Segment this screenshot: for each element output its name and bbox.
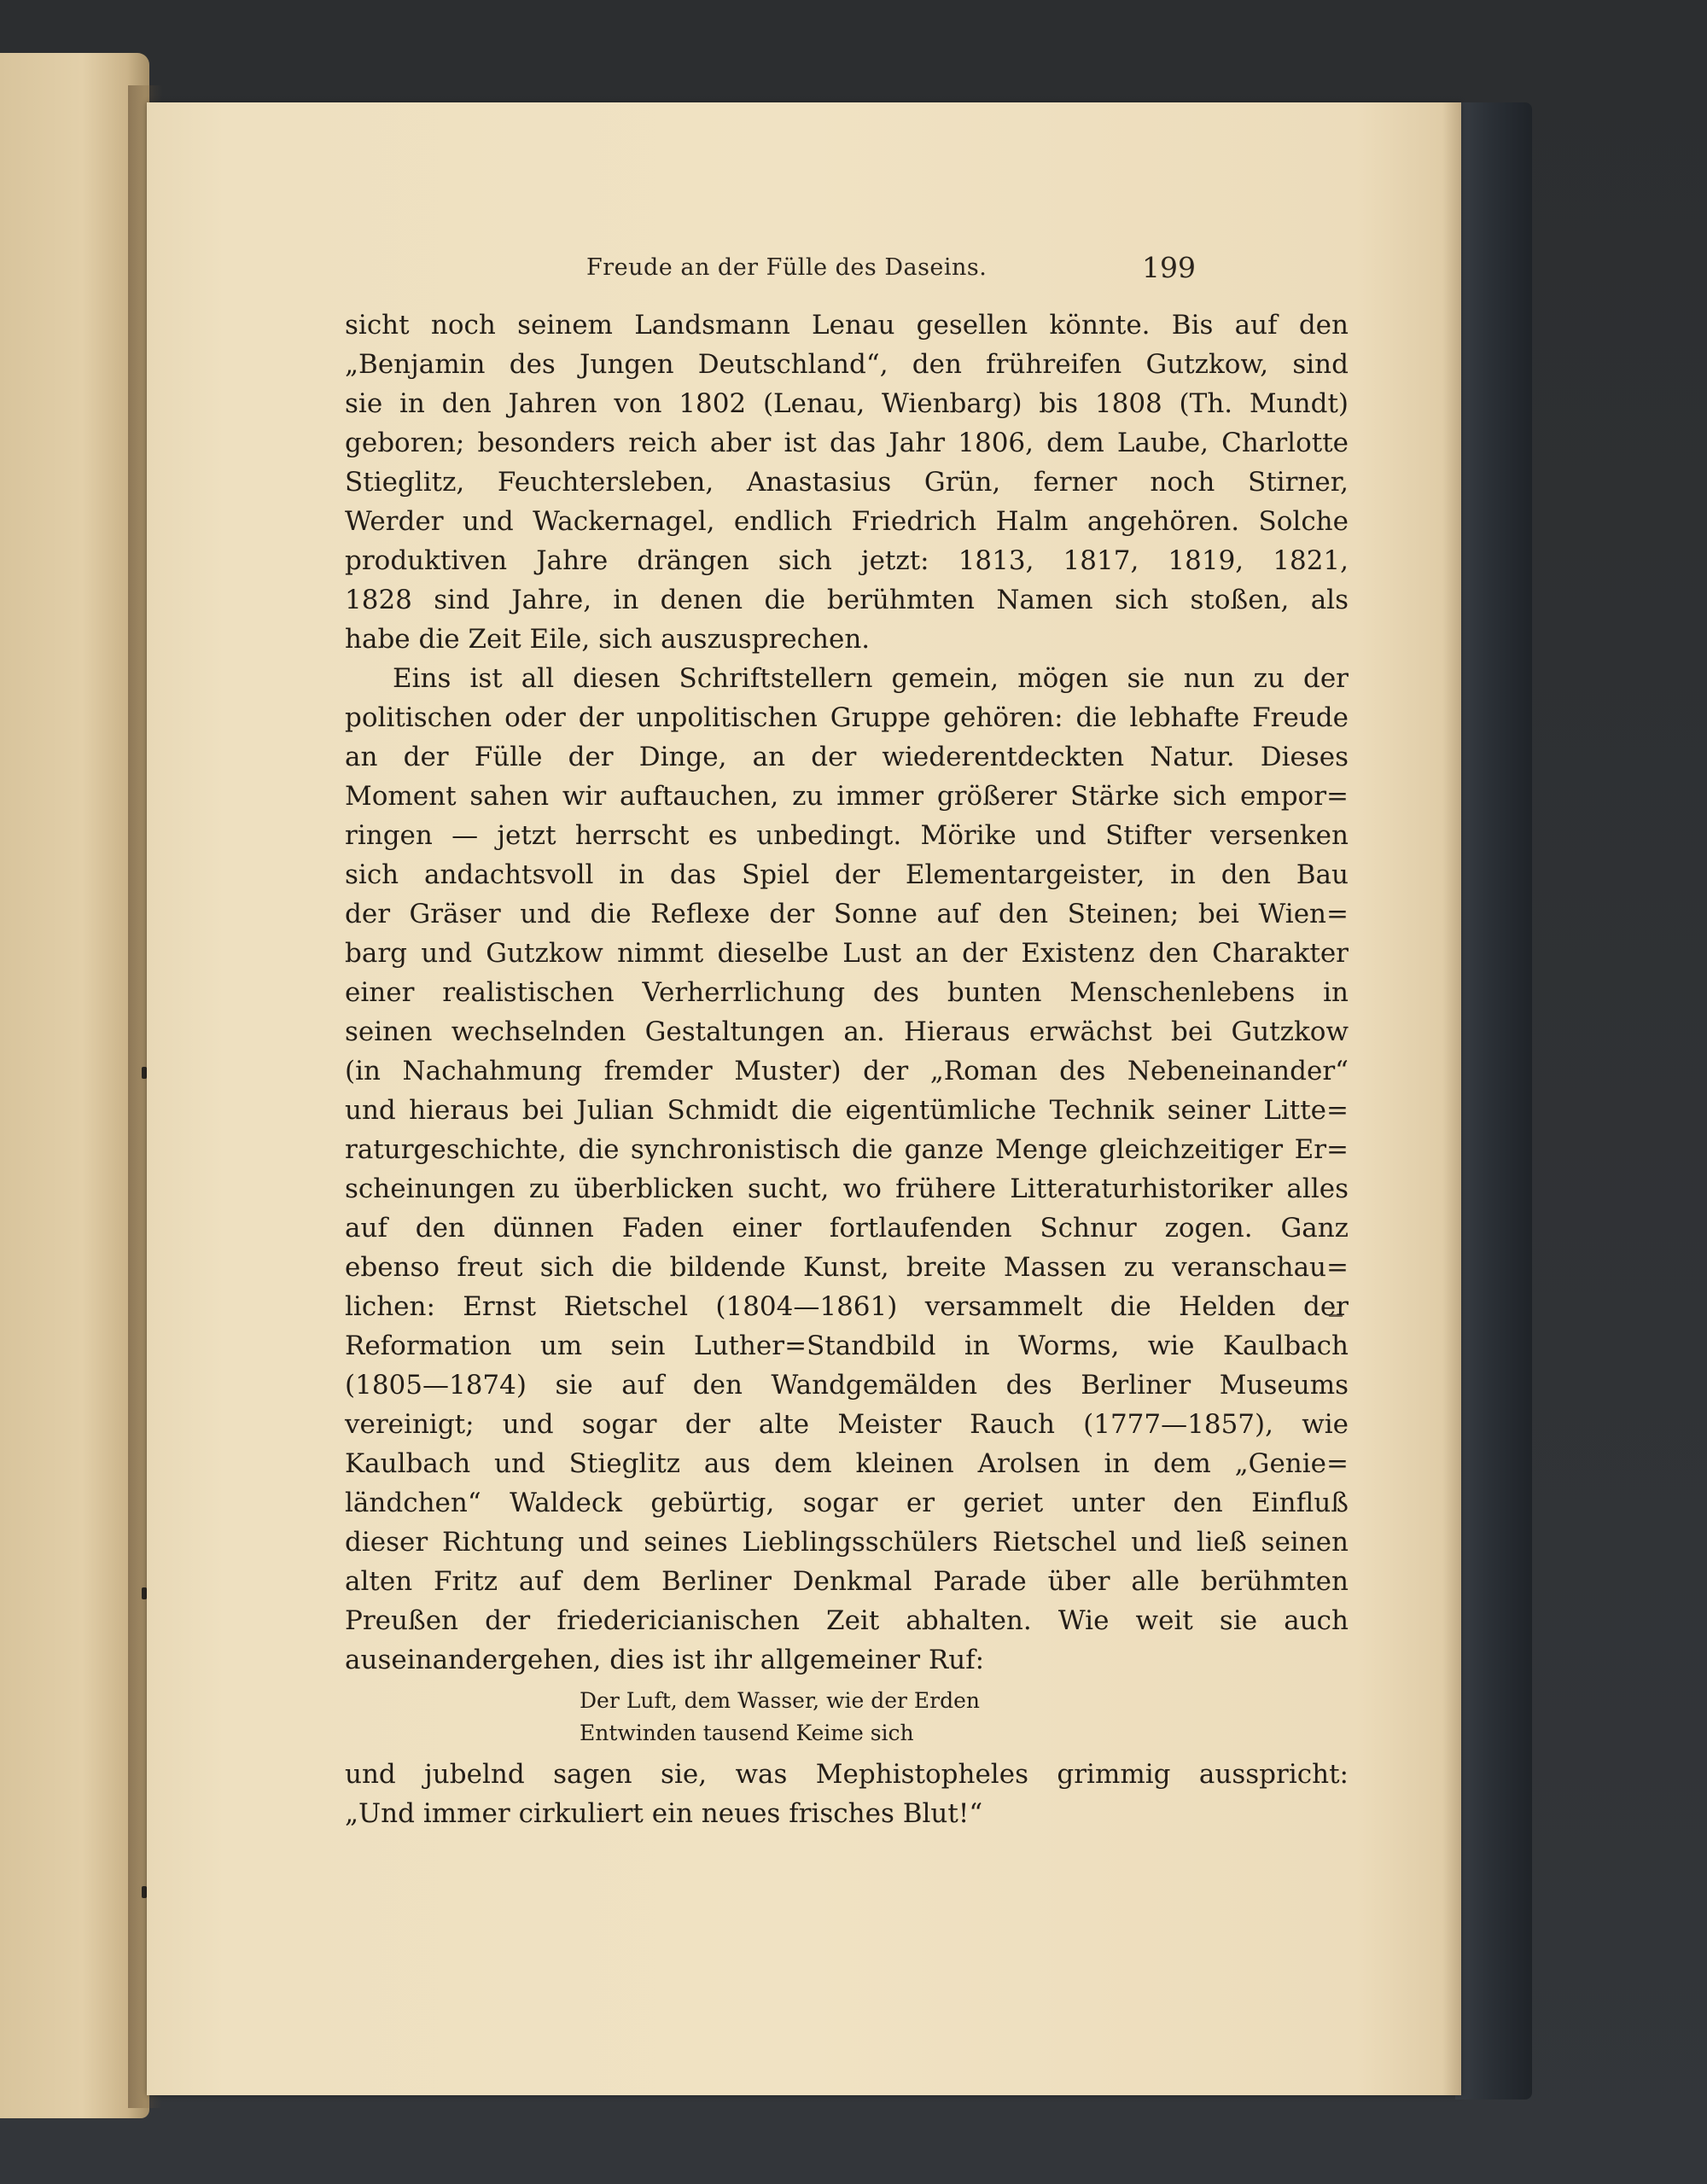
text-line: alten Fritz auf dem Berliner Denkmal Parade über alle berühmten [345, 1566, 1349, 1597]
page-number: 199 [1142, 251, 1196, 284]
text-line: dieser Richtung und seines Lieblingsschülers Rietschel und ließ seinen [345, 1527, 1349, 1558]
text-line: raturgeschichte, die synchronistisch die ganze Menge gleichzeitiger Er= [345, 1134, 1349, 1165]
verse-line: Entwinden tausend Keime sich [580, 1721, 914, 1745]
text-line: barg und Gutzkow nimmt dieselbe Lust an der Existenz den Charakter [345, 938, 1349, 969]
text-line: und jubelnd sagen sie, was Mephistopheles grimmig ausspricht: [345, 1759, 1349, 1790]
text-line: Eins ist all diesen Schriftstellern gemein, mögen sie nun zu der [393, 663, 1349, 694]
text-line: seinen wechselnden Gestaltungen an. Hieraus erwächst bei Gutzkow [345, 1016, 1349, 1047]
text-line: politischen oder der unpolitischen Gruppe gehören: die lebhafte Freude [345, 702, 1349, 733]
text-line: Kaulbach und Stieglitz aus dem kleinen Arolsen in dem „Genie= [345, 1448, 1349, 1479]
text-line: „Benjamin des Jungen Deutschland“, den frühreifen Gutzkow, sind [345, 349, 1349, 380]
book-cover-edge [1455, 102, 1532, 2100]
text-line: (1805—1874) sie auf den Wandgemälden des Berliner Museums [345, 1370, 1349, 1401]
text-line: ringen — jetzt herrscht es unbedingt. Mörike und Stifter versenken [345, 820, 1349, 851]
page-edge-shadow [1442, 102, 1461, 2095]
left-page-edge [0, 53, 149, 2118]
page-header [147, 251, 1461, 288]
text-line: produktiven Jahre drängen sich jetzt: 1813, 1817, 1819, 1821, [345, 545, 1349, 576]
text-line: Reformation um sein Luther=Standbild in Worms, wie Kaulbach [345, 1331, 1349, 1361]
text-line: an der Fülle der Dinge, an der wiederentdeckten Natur. Dieses [345, 742, 1349, 772]
text-line: Preußen der friedericianischen Zeit abhalten. Wie weit sie auch [345, 1605, 1349, 1636]
text-line: sie in den Jahren von 1802 (Lenau, Wienbarg) bis 1808 (Th. Mundt) [345, 388, 1349, 419]
text-line: Werder und Wackernagel, endlich Friedrich Halm angehören. Solche [345, 506, 1349, 537]
book-page [147, 102, 1461, 2095]
verse-quote [345, 1685, 1349, 1750]
text-line: (in Nachahmung fremder Muster) der „Roman des Nebeneinander“ [345, 1056, 1349, 1086]
text-line: auf den dünnen Faden einer fortlaufenden Schnur zogen. Ganz [345, 1213, 1349, 1243]
text-line: ebenso freut sich die bildende Kunst, breite Massen zu veranschau= [345, 1252, 1349, 1283]
text-line: sich andachtsvoll in das Spiel der Elementargeister, in den Bau [345, 859, 1349, 890]
text-line: Stieglitz, Feuchtersleben, Anastasius Grün, ferner noch Stirner, [345, 467, 1349, 498]
running-head: Freude an der Fülle des Daseins. [586, 254, 987, 281]
text-line: 1828 sind Jahre, in denen die berühmten Namen sich stoßen, als [345, 585, 1349, 615]
page-body-text [345, 306, 1349, 1833]
text-line: ländchen“ Waldeck gebürtig, sogar er geriet unter den Einfluß [345, 1488, 1349, 1518]
text-line: habe die Zeit Eile, sich auszusprechen. [345, 624, 871, 655]
text-line: geboren; besonders reich aber ist das Jahr 1806, dem Laube, Charlotte [345, 428, 1349, 458]
text-line: auseinandergehen, dies ist ihr allgemeiner Ruf: [345, 1645, 985, 1675]
text-line: der Gräser und die Reflexe der Sonne auf den Steinen; bei Wien= [345, 899, 1349, 929]
text-line: sicht noch seinem Landsmann Lenau gesellen könnte. Bis auf den [345, 310, 1349, 341]
text-line: Moment sahen wir auftauchen, zu immer größerer Stärke sich empor= [345, 781, 1349, 812]
text-line: einer realistischen Verherrlichung des bunten Menschenlebens in [345, 977, 1349, 1008]
text-line: „Und immer cirkuliert ein neues frisches Blut!“ [345, 1798, 983, 1829]
verse-line: Der Luft, dem Wasser, wie der Erden [580, 1688, 980, 1713]
text-line: scheinungen zu überblicken sucht, wo frühere Litteraturhistoriker alles [345, 1174, 1349, 1204]
text-line: vereinigt; und sogar der alte Meister Rauch (1777—1857), wie [345, 1409, 1349, 1440]
text-line: lichen: Ernst Rietschel (1804—1861) versammelt die Helden der [345, 1291, 1349, 1322]
text-line: und hieraus bei Julian Schmidt die eigentümliche Technik seiner Litte= [345, 1095, 1349, 1126]
